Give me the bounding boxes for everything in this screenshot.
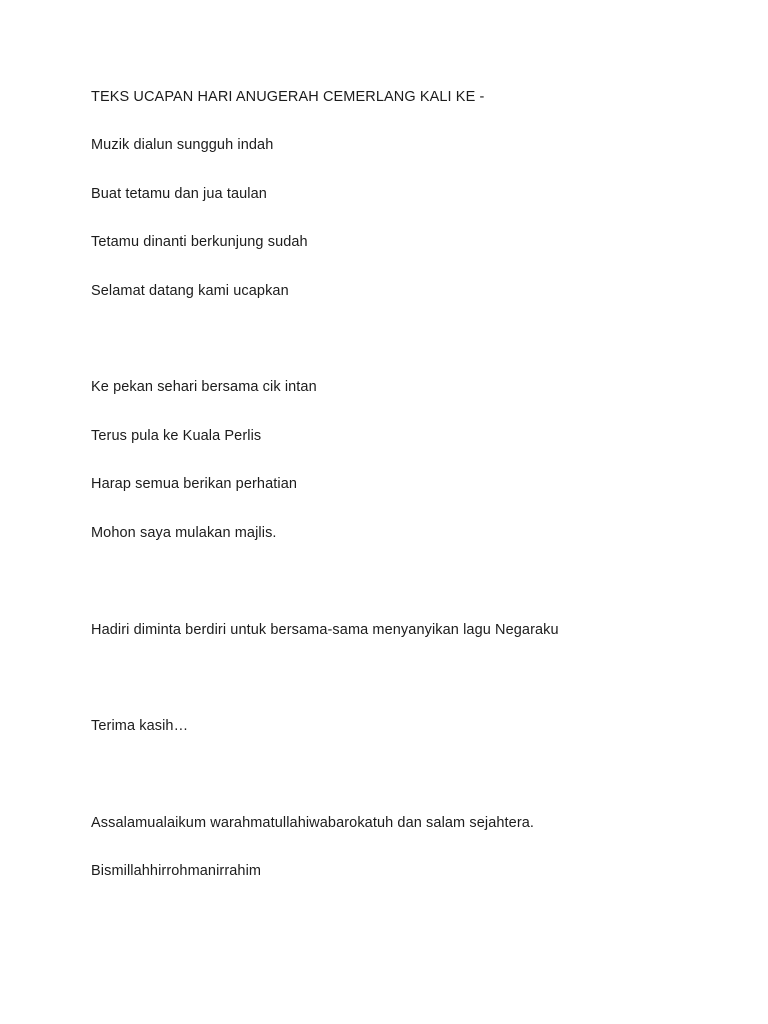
- greeting-line: Assalamualaikum warahmatullahiwabarokatuh dan salam sejahtera.: [91, 815, 535, 831]
- stanza2-line-2: Terus pula ke Kuala Perlis: [91, 428, 262, 444]
- stanza1-line-3: Tetamu dinanti berkunjung sudah: [91, 234, 308, 250]
- stanza1-line-2: Buat tetamu dan jua taulan: [91, 186, 267, 202]
- stanza2-line-4: Mohon saya mulakan majlis.: [91, 525, 277, 541]
- stanza1-line-4: Selamat datang kami ucapkan: [91, 283, 289, 299]
- anthem-request-line: Hadiri diminta berdiri untuk bersama-sama menyanyikan lagu Negaraku: [91, 622, 559, 638]
- stanza2-line-1: Ke pekan sehari bersama cik intan: [91, 379, 317, 395]
- document-title: TEKS UCAPAN HARI ANUGERAH CEMERLANG KALI KE -: [91, 89, 485, 105]
- stanza1-line-1: Muzik dialun sungguh indah: [91, 137, 274, 153]
- basmalah-line: Bismillahhirrohmanirrahim: [91, 863, 262, 879]
- thanks-line: Terima kasih…: [91, 718, 189, 734]
- stanza2-line-3: Harap semua berikan perhatian: [91, 476, 298, 492]
